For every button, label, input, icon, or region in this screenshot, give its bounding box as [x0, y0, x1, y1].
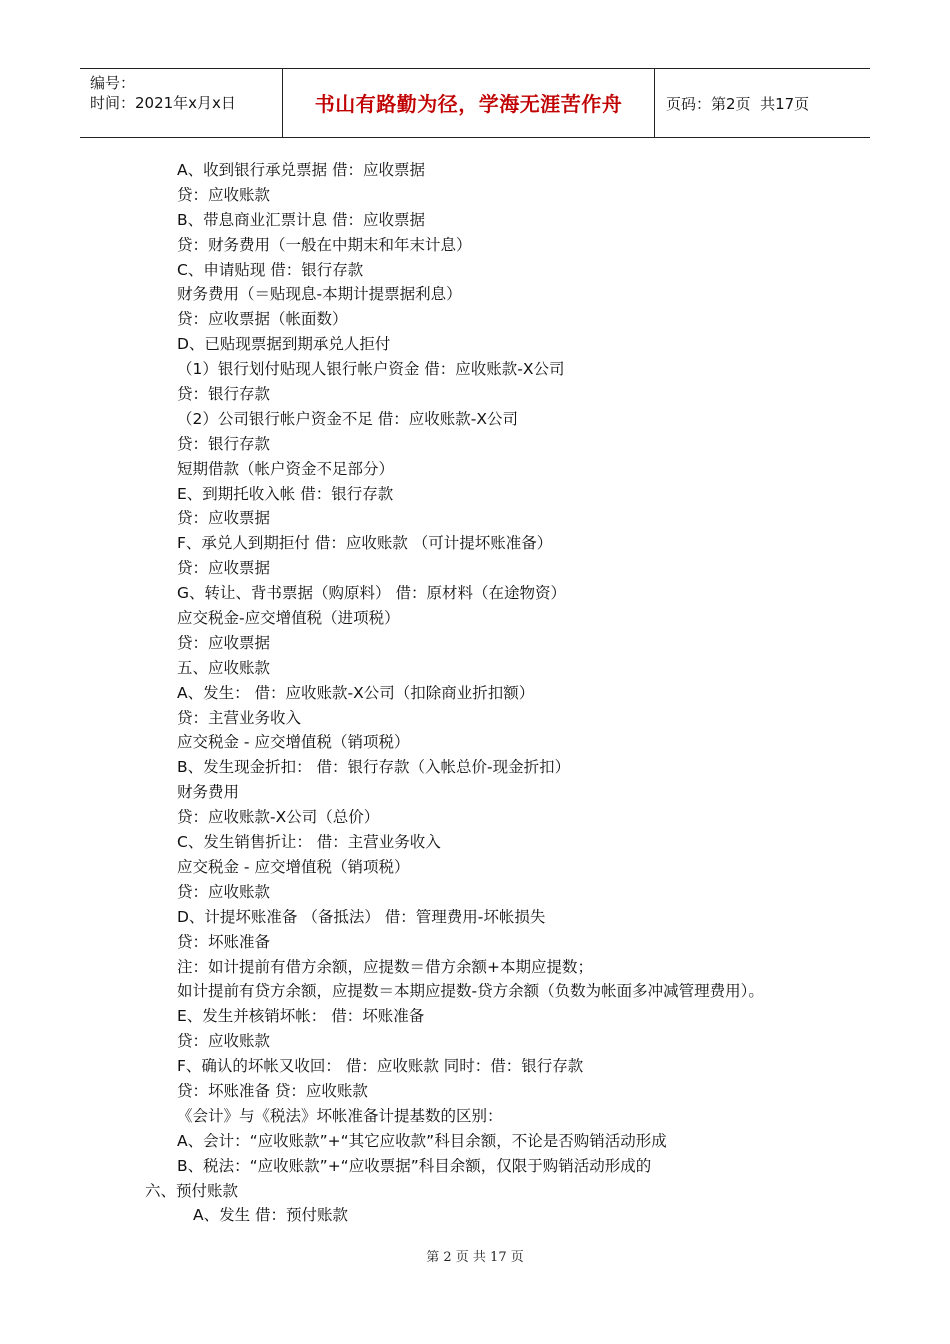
text-line: F、确认的坏帐又收回： 借：应收账款 同时：借：银行存款 — [177, 1057, 584, 1076]
text-line: 贷：坏账准备 — [177, 932, 271, 951]
text-line: （1）银行划付贴现人银行帐户资金 借：应收账款-X公司 — [177, 360, 565, 379]
text-line: 贷：主营业务收入 — [177, 708, 302, 727]
document-body — [0, 158, 950, 1228]
text-line: B、带息商业汇票计息 借：应收票据 — [177, 210, 426, 229]
text-line: A、收到银行承兑票据 借：应收票据 — [177, 161, 426, 179]
text-line: 应交税金 - 应交增值税（销项税） — [177, 733, 410, 752]
text-line: 贷：应收账款 — [177, 185, 271, 204]
text-line: D、已贴现票据到期承兑人拒付 — [177, 335, 391, 354]
document-date: 时间：2021年x月x日 — [90, 94, 236, 112]
text-line: C、发生销售折让： 借：主营业务收入 — [177, 833, 441, 852]
text-line: C、申请贴现 借：银行存款 — [177, 260, 364, 279]
text-line: 六、预付账款 — [145, 1181, 239, 1200]
text-line: 贷：财务费用（一般在中期末和年末计息） — [177, 235, 472, 254]
header-page-info: 页码：第2页 共17页 — [666, 95, 810, 113]
text-line: 贷：银行存款 — [177, 434, 271, 453]
text-line: 贷：银行存款 — [177, 385, 271, 404]
header-motto: 书山有路勤为径，学海无涯苦作舟 — [314, 92, 623, 116]
text-line: （2）公司银行帐户资金不足 借：应收账款-X公司 — [177, 409, 519, 428]
text-line: 贷：应收票据（帐面数） — [177, 310, 348, 329]
text-line: 贷：应收账款 — [177, 1032, 271, 1051]
text-line: 五、应收账款 — [177, 658, 271, 677]
text-line: A、发生： 借：应收账款-X公司（扣除商业折扣额） — [177, 683, 535, 702]
text-line: 应交税金 - 应交增值税（销项税） — [177, 857, 410, 876]
text-line: 如计提前有贷方余额，应提数＝本期应提数-贷方余额（负数为帐面多冲减管理费用）。 — [177, 982, 764, 1001]
page-footer: 第 2 页 共 17 页 — [426, 1250, 524, 1265]
text-line: 《会计》与《税法》坏帐准备计提基数的区别： — [177, 1106, 503, 1125]
text-line: F、承兑人到期拒付 借：应收账款 （可计提坏账准备） — [177, 534, 553, 553]
header-divider — [654, 69, 655, 137]
text-line: 贷：应收账款 — [177, 882, 271, 901]
text-line: D、计提坏账准备 （备抵法） 借：管理费用-坏帐损失 — [177, 907, 546, 926]
text-line: B、发生现金折扣： 借：银行存款（入帐总价-现金折扣） — [177, 758, 571, 777]
text-line: G、转让、背书票据（购原料） 借：原材料（在途物资） — [177, 584, 566, 603]
text-line: A、会计：“应收账款”+“其它应收款”科目余额，不论是否购销活动形成 — [177, 1131, 667, 1150]
page-header — [80, 68, 870, 138]
text-line: 应交税金-应交增值税（进项税） — [177, 609, 400, 628]
text-line: 财务费用（＝贴现息-本期计提票据利息） — [177, 285, 462, 304]
text-line: B、税法：“应收账款”+“应收票据”科目余额，仅限于购销活动形成的 — [177, 1156, 652, 1175]
text-line: 贷：应收账款-X公司（总价） — [177, 808, 380, 827]
text-line: 贷：应收票据 — [177, 559, 271, 578]
text-line: E、发生并核销坏帐： 借：坏账准备 — [177, 1007, 425, 1026]
text-line: 短期借款（帐户资金不足部分） — [177, 459, 395, 478]
text-line: 注：如计提前有借方余额，应提数＝借方余额+本期应提数； — [177, 957, 593, 976]
text-line: 财务费用 — [177, 783, 240, 802]
header-meta — [90, 73, 280, 113]
text-line: 贷：应收票据 — [177, 509, 271, 528]
document-number-label: 编号： — [90, 74, 136, 92]
text-line: E、到期托收入帐 借：银行存款 — [177, 484, 394, 503]
text-line: 贷：应收票据 — [177, 633, 271, 652]
text-line: 贷：坏账准备 贷：应收账款 — [177, 1081, 368, 1100]
text-line: A、发生 借：预付账款 — [193, 1206, 349, 1225]
